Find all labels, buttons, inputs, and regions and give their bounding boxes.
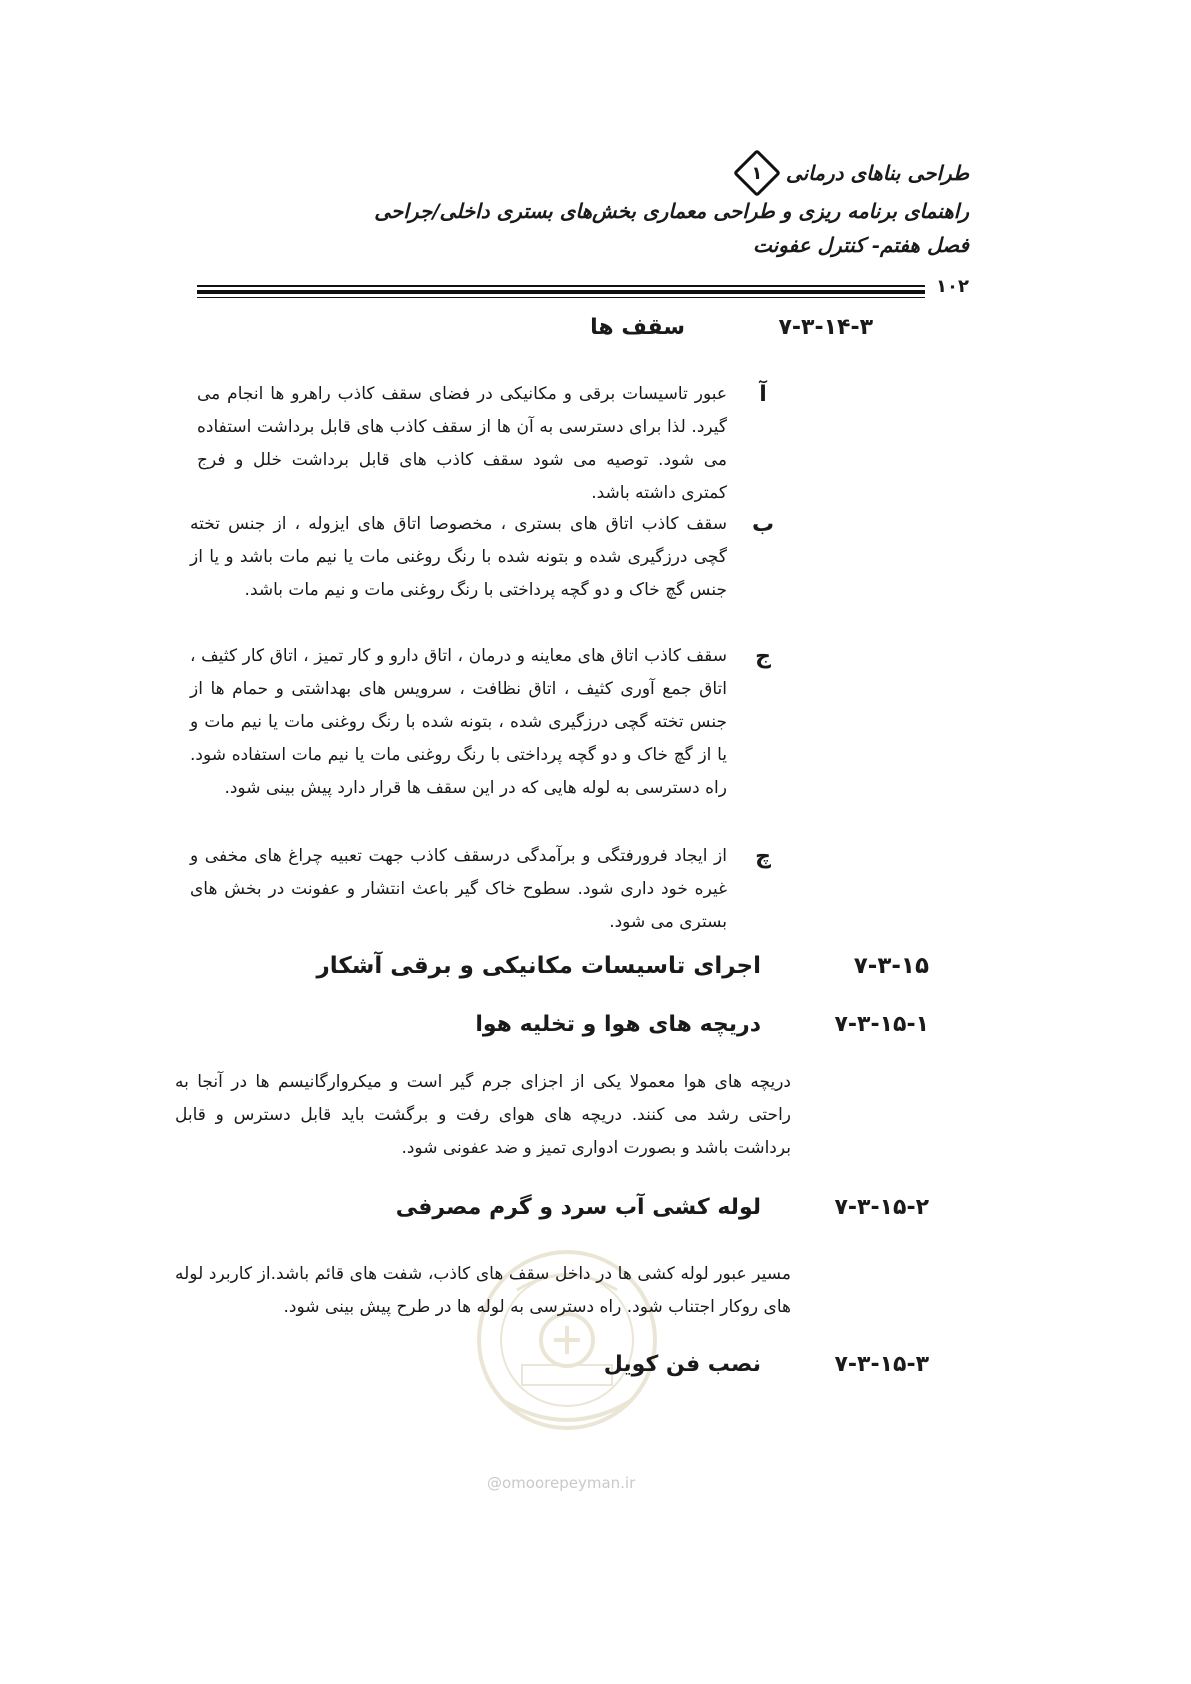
section-number: ۷-۳-۱۵-۲ — [834, 1195, 929, 1220]
list-item — [190, 508, 793, 607]
item-letter: ج — [755, 644, 771, 669]
chapter-title: فصل هفتم- کنترل عفونت — [753, 233, 969, 257]
page-number: ۱۰۲ — [936, 276, 969, 297]
header-rule — [197, 276, 969, 301]
page-header — [209, 152, 969, 262]
watermark-url: @omoorepeyman.ir — [487, 1474, 636, 1492]
list-item — [190, 640, 793, 805]
header-title-row — [209, 152, 969, 194]
volume-diamond-icon — [736, 152, 778, 194]
paragraph-piping: مسیر عبور لوله کشی ها در داخل سقف های کاذب، شفت های قائم باشد.از کاربرد لوله های روکار اجتناب شود. راه دسترسی به لوله ها در طرح پیش بینی شود. — [175, 1264, 791, 1317]
book-subtitle: راهنمای برنامه ریزی و طراحی معماری بخش‌های بستری داخلی/جراحی — [374, 199, 969, 223]
item-letter: آ — [759, 382, 767, 407]
section-heading — [590, 315, 873, 340]
section-title: اجرای تاسیسات مکانیکی و برقی آشکار — [316, 953, 761, 979]
section-title: دریچه های هوا و تخلیه هوا — [475, 1012, 761, 1037]
rule-line — [197, 297, 925, 298]
volume-number: ۱ — [751, 162, 763, 184]
item-text: سقف کاذب اتاق های معاینه و درمان ، اتاق دارو و کار تمیز ، اتاق کار کثیف ، اتاق جمع آوری کثیف ، اتاق نظافت ، سرویس های بهداشتی و حمام ها از جنس تخته گچی درزگیری شده ، بتونه شده با رنگ روغنی مات یا نیم مات و یا از گچ خاک و دو گچه پرداختی با رنگ روغنی مات یا نیم مات استفاده شود. راه دسترسی به لوله هایی که در این سقف ها قرار دارد پیش بینی شود. — [190, 646, 727, 798]
section-number: ۷-۳-۱۵ — [853, 953, 929, 979]
section-heading — [317, 953, 929, 979]
item-text: سقف کاذب اتاق های بستری ، مخصوصا اتاق های ایزوله ، از جنس تخته گچی درزگیری شده و بتونه شده با رنگ روغنی مات یا نیم مات باشد و یا از جنس گچ خاک و دو گچه پرداختی با رنگ روغنی مات و نیم مات باشد. — [190, 514, 727, 600]
list-item — [190, 840, 793, 939]
item-letter: چ — [755, 844, 771, 869]
section-title: لوله کشی آب سرد و گرم مصرفی — [395, 1195, 761, 1220]
section-number: ۷-۳-۱۵-۱ — [834, 1012, 929, 1037]
item-letter: ب — [751, 512, 775, 537]
paragraph-air-vents: دریچه های هوا معمولا یکی از اجزای جرم گیر است و میکروارگانیسم ها در آنجا به راحتی رشد می کنند. دریچه های هوای رفت و برگشت باید قابل دسترس و قابل برداشت باشد و بصورت ادواری تمیز و ضد عفونی شود. — [175, 1072, 791, 1158]
item-text: از ایجاد فرورفتگی و برآمدگی درسقف کاذب جهت تعبیه چراغ های مخفی و غیره خود داری شود. سطوح خاک گیر باعث انتشار و عفونت در بخش های بستری می شود. — [190, 846, 727, 932]
section-heading — [396, 1195, 929, 1220]
section-number: ۷-۳-۱۴-۳ — [778, 315, 873, 340]
section-heading — [475, 1012, 929, 1037]
section-number: ۷-۳-۱۵-۳ — [834, 1352, 929, 1377]
section-heading — [604, 1352, 929, 1377]
section-title: سقف ها — [590, 315, 685, 340]
list-item — [197, 378, 793, 510]
book-title: طراحی بناهای درمانی — [785, 161, 969, 185]
rule-line — [197, 285, 925, 287]
item-text: عبور تاسیسات برقی و مکانیکی در فضای سقف کاذب راهرو ها انجام می گیرد. لذا برای دسترسی به آن ها از سقف کاذب های قابل برداشت استفاده می شود. توصیه می شود سقف کاذب های قابل برداشت خلل و فرج کمتری داشته باشد. — [197, 384, 727, 503]
rule-line — [197, 290, 925, 294]
section-title: نصب فن کویل — [603, 1352, 761, 1377]
